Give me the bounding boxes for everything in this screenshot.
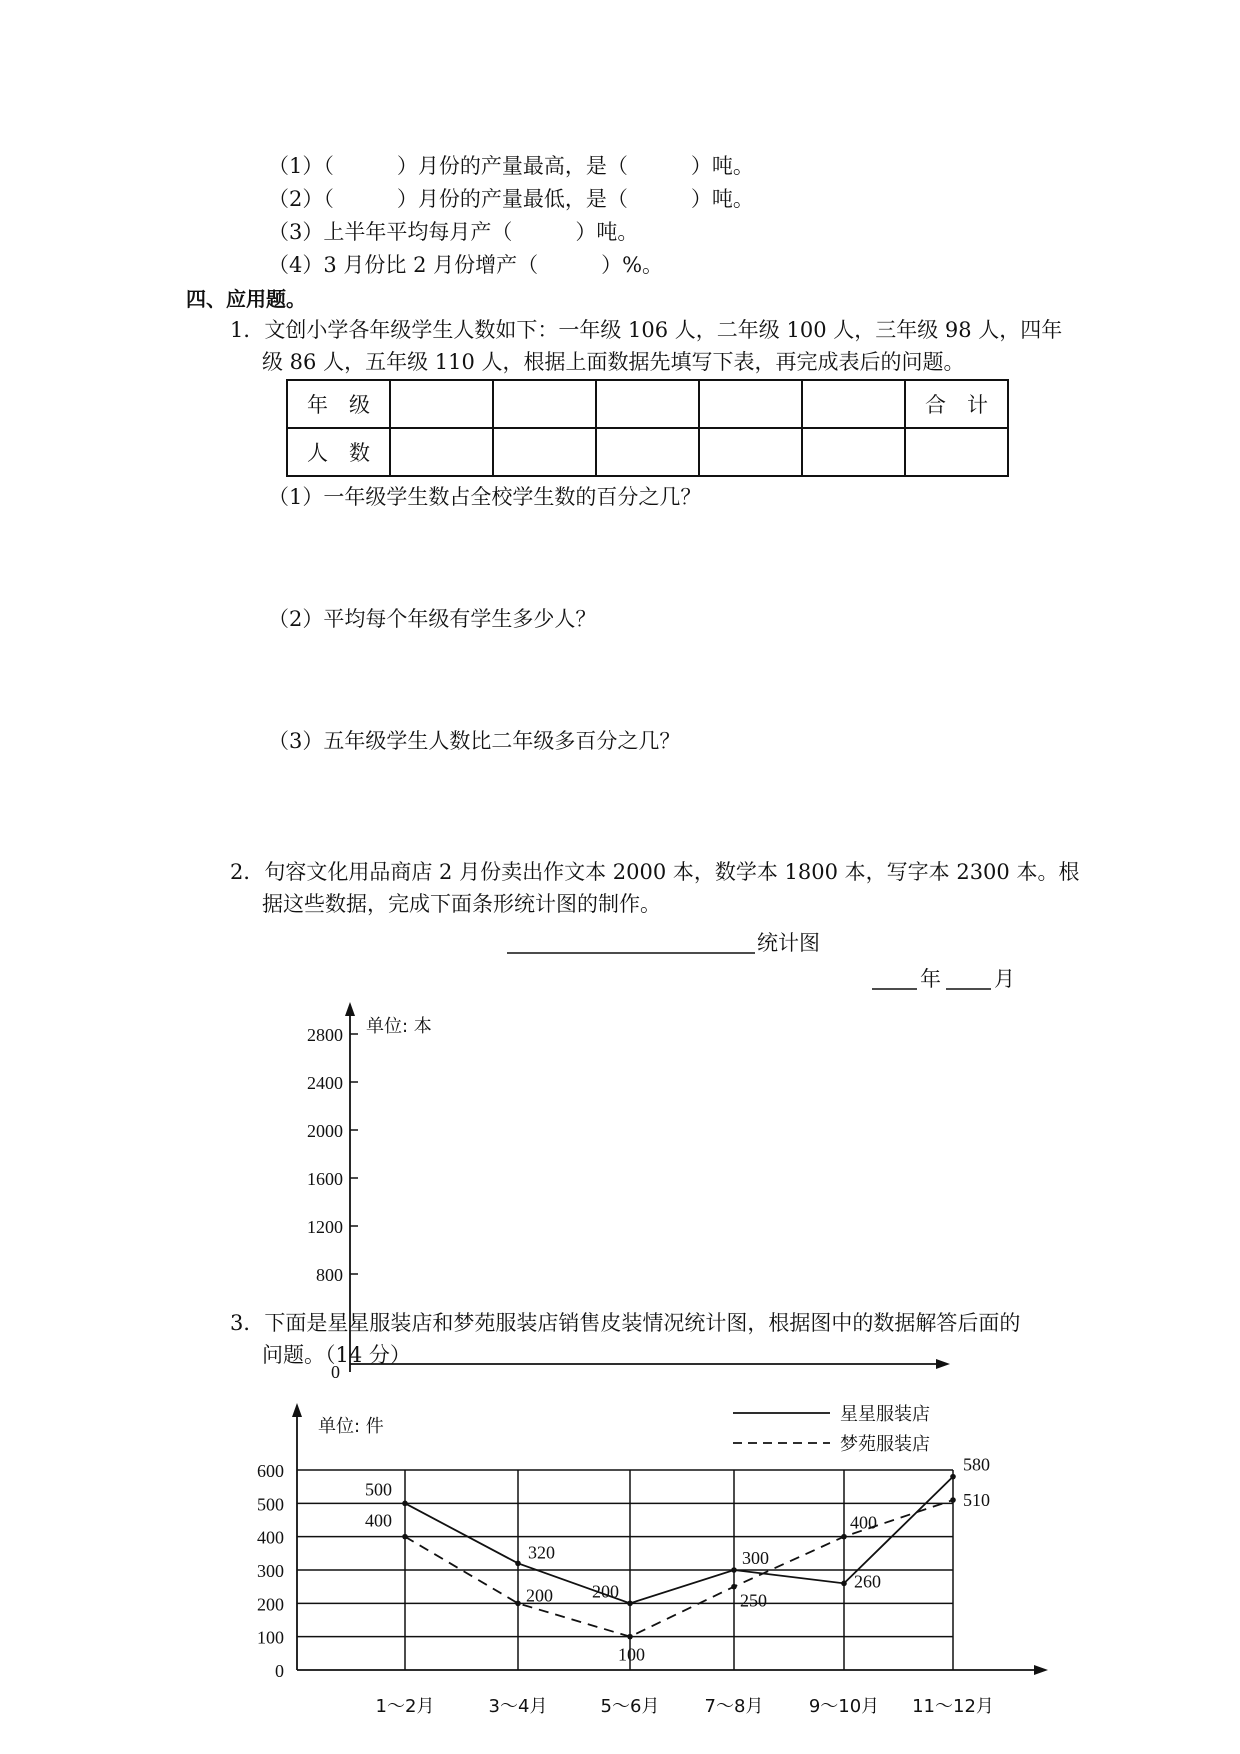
question-average-monthly: （3）上半年平均每月产（ ）吨。 — [268, 220, 639, 244]
tick-label: 100 — [257, 1627, 284, 1648]
x-ticks — [376, 1696, 994, 1717]
data-point — [515, 1561, 521, 1567]
x-axis-arrow — [1034, 1665, 1048, 1675]
year-label: 年 — [920, 967, 941, 991]
tick-label: 500 — [257, 1494, 284, 1515]
data-point — [402, 1501, 408, 1507]
tick-label: 2400 — [307, 1073, 343, 1093]
tick-label: 0 — [275, 1661, 284, 1681]
tick-label: 3～4月 — [488, 1696, 548, 1717]
legend — [733, 1404, 930, 1455]
q2-text-line1: 2．句容文化用品商店 2 月份卖出作文本 2000 本，数学本 1800 本，写字本 2300 本。根 — [230, 860, 1080, 884]
series-line-xingxing — [405, 1477, 953, 1604]
data-label: 510 — [963, 1490, 990, 1510]
data-point — [515, 1601, 521, 1607]
data-point — [731, 1567, 737, 1573]
data-point — [950, 1497, 956, 1503]
y-axis-arrow — [292, 1403, 302, 1417]
table-header-grade: 年 级 — [287, 380, 390, 428]
table-row — [287, 380, 1008, 428]
unit-label: 单位: 件 — [318, 1416, 384, 1437]
legend-label: 梦苑服装店 — [840, 1434, 930, 1455]
data-point — [731, 1584, 737, 1590]
data-label: 100 — [618, 1644, 645, 1665]
table-cell[interactable] — [905, 428, 1008, 476]
unit-label: 单位: 本 — [366, 1016, 432, 1037]
data-label: 500 — [365, 1479, 392, 1500]
data-point — [841, 1534, 847, 1540]
q1-sub3: （3）五年级学生人数比二年级多百分之几？ — [268, 729, 681, 753]
q3-text-line2: 问题。（14 分） — [262, 1343, 411, 1367]
q1-text-line2: 级 86 人，五年级 110 人，根据上面数据先填写下表，再完成表后的问题。 — [262, 350, 965, 374]
table-cell[interactable] — [596, 380, 699, 428]
tick-label: 11～12月 — [912, 1696, 994, 1717]
tick-label: 7～8月 — [704, 1696, 764, 1717]
y-ticks — [307, 1025, 358, 1285]
data-label: 400 — [365, 1510, 392, 1531]
table-cell[interactable] — [493, 428, 596, 476]
data-point — [402, 1534, 408, 1540]
q1-text-line1: 1．文创小学各年级学生人数如下：一年级 106 人，二年级 100 人，三年级 98 人，四年 — [230, 318, 1063, 342]
axes — [292, 1403, 1048, 1675]
tick-label: 9～10月 — [808, 1696, 880, 1717]
question-march-increase: （4）3 月份比 2 月份增产（ ）%。 — [268, 253, 664, 277]
data-labels — [365, 1455, 990, 1665]
table-header-count: 人 数 — [287, 428, 390, 476]
month-label: 月 — [994, 967, 1015, 991]
origin-label: 0 — [331, 1362, 340, 1382]
tick-label: 600 — [257, 1461, 284, 1481]
table-header-total: 合 计 — [905, 380, 1008, 428]
q2-text-line2: 据这些数据，完成下面条形统计图的制作。 — [262, 892, 661, 916]
tick-label: 2800 — [307, 1025, 343, 1045]
tick-label: 300 — [257, 1561, 284, 1581]
tick-label: 400 — [257, 1527, 284, 1548]
series-line-mengyuan — [405, 1500, 953, 1637]
table-cell[interactable] — [802, 428, 905, 476]
data-point — [841, 1581, 847, 1587]
data-label: 200 — [526, 1585, 553, 1606]
tick-label: 2000 — [307, 1121, 343, 1141]
data-label: 250 — [740, 1590, 767, 1611]
tick-label: 1～2月 — [375, 1696, 435, 1717]
chart-title-suffix: 统计图 — [757, 931, 820, 955]
data-label: 300 — [742, 1548, 769, 1568]
data-point — [950, 1474, 956, 1480]
data-label: 580 — [963, 1454, 990, 1475]
y-axis-arrow — [345, 1002, 355, 1016]
q1-sub2: （2）平均每个年级有学生多少人？ — [268, 607, 597, 631]
data-point — [627, 1601, 633, 1607]
legend-label: 星星服装店 — [840, 1404, 930, 1425]
tick-label: 800 — [316, 1265, 343, 1285]
series — [402, 1474, 956, 1640]
data-label: 400 — [850, 1512, 877, 1533]
data-label: 260 — [854, 1571, 881, 1592]
tick-label: 1200 — [307, 1217, 343, 1237]
data-label: 200 — [592, 1581, 619, 1602]
table-cell[interactable] — [390, 380, 493, 428]
x-axis-arrow — [936, 1359, 950, 1369]
table-cell[interactable] — [390, 428, 493, 476]
table-cell[interactable] — [493, 380, 596, 428]
grid — [297, 1470, 953, 1670]
question-highest-month: （1）（ ）月份的产量最高，是（ ）吨。 — [268, 154, 754, 178]
tick-label: 200 — [257, 1594, 284, 1615]
table-row — [287, 428, 1008, 476]
grade-table — [286, 379, 1009, 477]
question-lowest-month: （2）（ ）月份的产量最低，是（ ）吨。 — [268, 187, 754, 211]
q3-text-line1: 3．下面是星星服装店和梦苑服装店销售皮装情况统计图，根据图中的数据解答后面的 — [230, 1311, 1021, 1335]
table-cell[interactable] — [596, 428, 699, 476]
y-ticks — [257, 1461, 284, 1681]
table-cell[interactable] — [699, 428, 802, 476]
table-cell[interactable] — [699, 380, 802, 428]
section-title: 四、应用题。 — [186, 287, 306, 311]
tick-label: 5～6月 — [600, 1696, 660, 1717]
table-cell[interactable] — [802, 380, 905, 428]
tick-label: 1600 — [307, 1169, 343, 1189]
data-label: 320 — [528, 1542, 555, 1563]
q1-sub1: （1）一年级学生数占全校学生数的百分之几？ — [268, 485, 702, 509]
data-point — [627, 1634, 633, 1640]
